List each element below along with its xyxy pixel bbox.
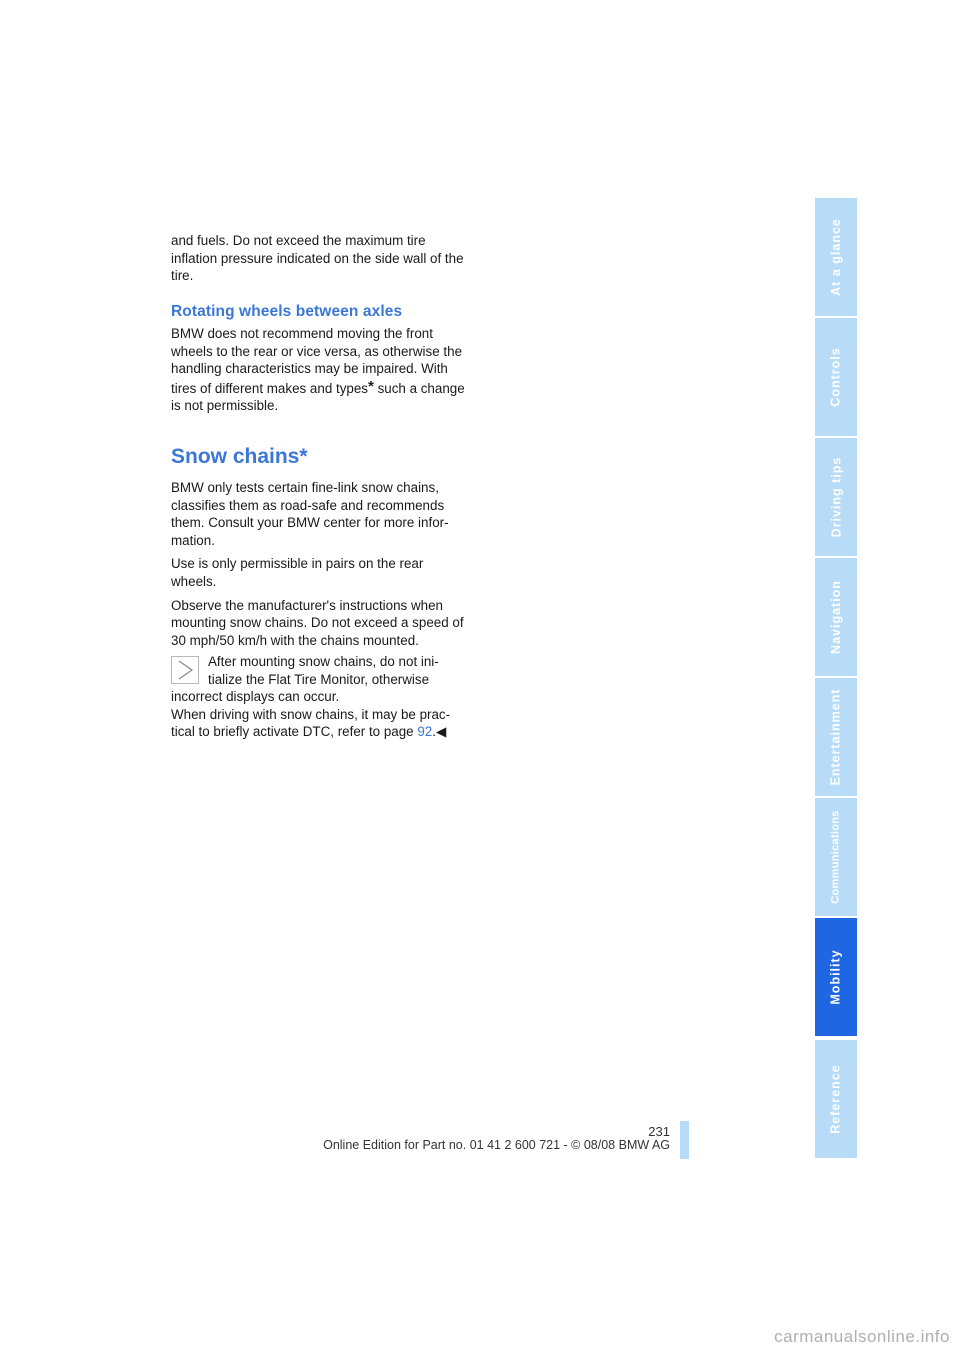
tab-mobility[interactable] [815,918,857,1036]
rotating-text-block [171,325,471,415]
tab-entertainment[interactable] [815,678,857,796]
tab-label: Communications [830,810,842,904]
note-line-4: When driving with snow chains, it may be prac- [171,706,451,722]
footer-accent-bar [680,1121,689,1159]
tab-label: At a glance [829,218,843,296]
page-link-92[interactable]: 92 [417,724,433,740]
snow-paragraph-2: Use is only permissible in pairs on the rear wheels. [171,556,424,589]
watermark: carmanualsonline.info [774,1327,950,1346]
note-line-5 [171,723,471,741]
tab-label: Reference [829,1064,844,1134]
rotating-paragraph-main: BMW does not recommend moving the front wheels to the rear or vice versa, as otherwise the handling characteristics may be impaired. With tires of different makes and types [171,326,463,396]
tab-label: Driving tips [829,456,844,538]
intro-text-block [171,232,471,285]
rotating-paragraph [171,325,471,415]
heading-rotating-wheels: Rotating wheels between axles [171,303,403,320]
tab-reference[interactable] [815,1040,857,1158]
option-star-icon: * [368,377,374,395]
note-end-marker: .◀ [432,724,447,740]
note-line-3: incorrect displays can occur. [171,689,340,704]
snow-paragraph-3: Observe the manufacturer's instructions when mounting snow chains. Do not exceed a speed of 30 mph/50 km/h with the chains mounted. [171,597,464,648]
tab-label: Navigation [829,580,843,654]
tab-label: Entertainment [829,688,844,786]
snow-text-block [171,479,471,649]
tab-controls[interactable] [815,318,857,436]
footer-edition: Online Edition for Part no. 01 41 2 600 721 - © 08/08 BMW AG [323,1138,670,1152]
tab-driving-tips[interactable] [815,438,857,556]
tab-at-a-glance[interactable] [815,198,857,316]
tab-label: Controls [829,347,844,407]
page-number: 231 [648,1124,670,1139]
rotating-paragraph-end: such a change is not permissible. [171,380,465,414]
tab-navigation[interactable] [815,558,857,676]
heading-snow-chains: Snow chains* [171,445,308,468]
tab-label: Mobility [829,949,843,1005]
note-first-lines [208,653,478,688]
note-continued [171,688,471,741]
note-triangle-icon [171,656,199,684]
tab-communications[interactable] [815,798,857,916]
snow-paragraph-1: BMW only tests certain fine-link snow chains, classifies them as road-safe and recommends them. Consult your BMW center for more infor-mation. [171,480,449,548]
intro-paragraph: and fuels. Do not exceed the maximum tire inflation pressure indicated on the side wall of the tire. [171,233,464,284]
note-line-1: After mounting snow chains, do not ini- [208,654,439,669]
note-line-5-text: tical to briefly activate DTC, refer to page [171,724,418,740]
note-line-2: tialize the Flat Tire Monitor, otherwise [208,671,430,687]
